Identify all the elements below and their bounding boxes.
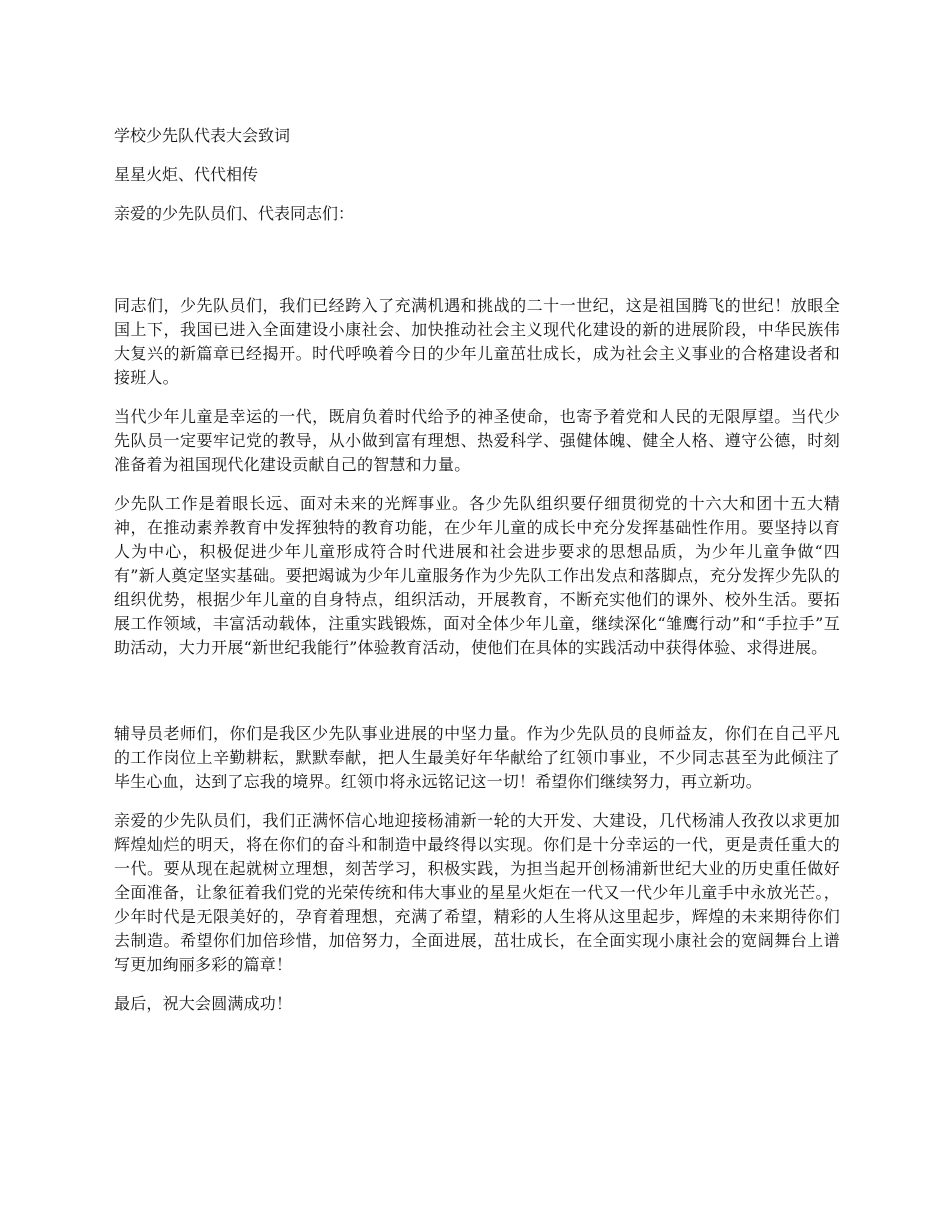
document-title: 学校少先队代表大会致词: [114, 126, 291, 145]
paragraph-work: 少先队工作是着眼长远、面对未来的光辉事业。各少先队组织要仔细贯彻党的十六大和团十五大精神，在推动素养教育中发挥独特的教育功能，在少年儿童的成长中充分发挥基础性作用。要坚持以育人为中心，积极促进少年儿童形成符合时代进展和社会进步要求的思想品质，为少年儿童争做“四有”新人奠定坚实基础。要把竭诚为少年儿童服务作为少先队工作出发点和落脚点，充分发挥少先队的组织优势，根据少年儿童的自身特点，组织活动，开展教育，不断充实他们的课外、校外生活。要拓展工作领域，丰富活动载体，注重实践锻炼，面对全体少年儿童，继续深化“雏鹰行动”和“手拉手”互助活动，大力开展“新世纪我能行”体验教育活动，使他们在具体的实践活动中获得体验、求得进展。: [114, 494, 840, 657]
document-subtitle: 星星火炬、代代相传: [114, 165, 259, 184]
paragraph-teachers: 辅导员老师们，你们是我区少先队事业进展的中坚力量。作为少先队员的良师益友，你们在自己平凡的工作岗位上辛勤耕耘，默默奉献，把人生最美好年华献给了红领巾事业，不少同志甚至为此倾注了毕生心血，达到了忘我的境界。红领巾将永远铭记这一切！希望你们继续努力，再立新功。: [114, 724, 840, 791]
paragraph-century: 同志们，少先队员们，我们已经跨入了充满机遇和挑战的二十一世纪，这是祖国腾飞的世纪！放眼全国上下，我国已进入全面建设小康社会、加快推动社会主义现代化建设的新的进展阶段，中华民族伟大复兴的新篇章已经揭开。时代呼唤着今日的少年儿童茁壮成长，成为社会主义事业的合格建设者和接班人。: [114, 296, 840, 387]
paragraph-closing: 最后，祝大会圆满成功！: [114, 994, 293, 1013]
document-page: [114, 124, 840, 1016]
salutation: 亲爱的少先队员们、代表同志们：: [114, 204, 355, 223]
paragraph-youth: 当代少年儿童是幸运的一代，既肩负着时代给予的神圣使命，也寄予着党和人民的无限厚望。当代少先队员一定要牢记党的教导，从小做到富有理想、热爱科学、强健体魄、健全人格、遵守公德，时刻准备着为祖国现代化建设贡献自己的智慧和力量。: [114, 407, 840, 474]
paragraph-members: 亲爱的少先队员们，我们正满怀信心地迎接杨浦新一轮的大开发、大建设，几代杨浦人孜孜以求更加辉煌灿烂的明天，将在你们的奋斗和制造中最终得以实现。你们是十分幸运的一代，更是责任重大的一代。要从现在起就树立理想，刻苦学习，积极实践，为担当起开创杨浦新世纪大业的历史重任做好全面准备，让象征着我们党的光荣传统和伟大事业的星星火炬在一代又一代少年儿童手中永放光芒。，少年时代是无限美好的，孕育着理想，充满了希望，精彩的人生将从这里起步，辉煌的未来期待你们去制造。希望你们加倍珍惜，加倍努力，全面进展，茁壮成长，在全面实现小康社会的宽阔舞台上谱写更加绚丽多彩的篇章！: [114, 811, 840, 974]
paragraph-gap: [114, 241, 840, 294]
